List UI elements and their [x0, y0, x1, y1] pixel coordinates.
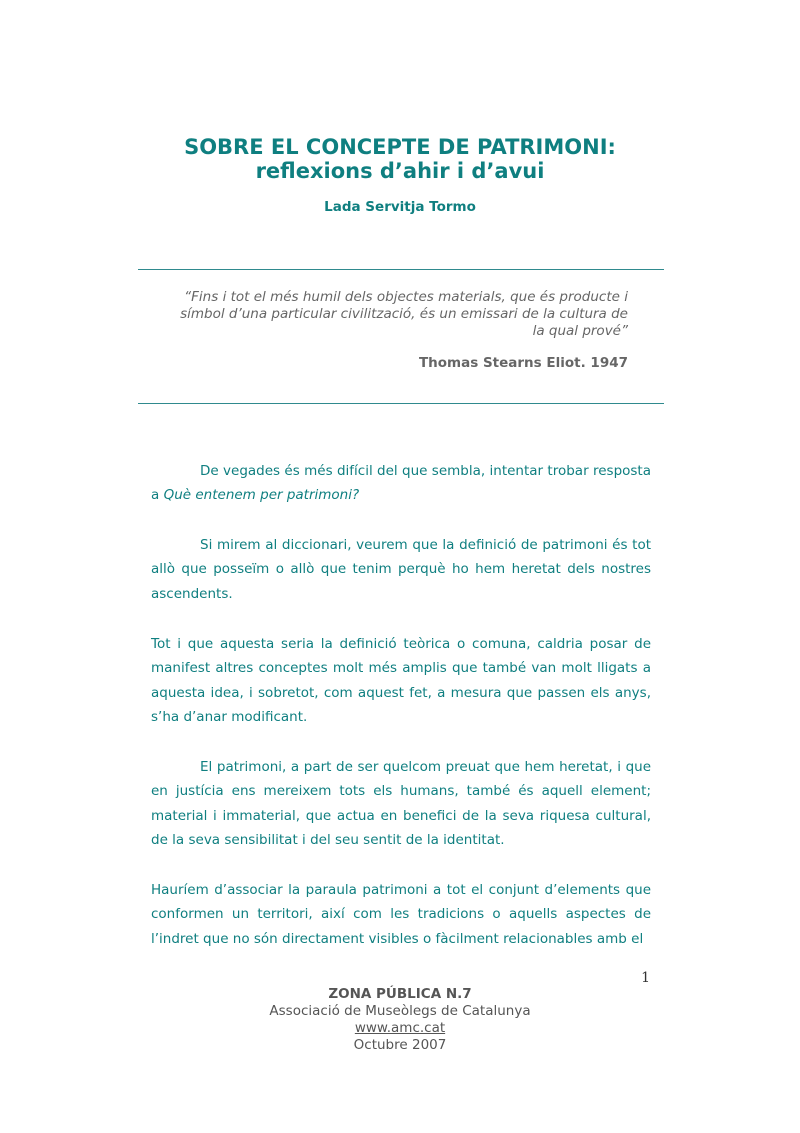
- epigraph-line-2: símbol d’una particular civilització, és un emissari de la cultura de: [180, 306, 628, 322]
- page-number: 1: [641, 970, 650, 986]
- bottom-divider: [138, 403, 664, 404]
- top-divider: [138, 269, 664, 270]
- paragraph-5: Hauríem d’associar la paraula patrimoni a tot el conjunt d’elements que conformen un territori, així com les tradicions o aquells aspectes de l’indret que no són directament visibles o fàcilment relacionables amb el: [151, 882, 651, 947]
- paragraph-1-question: Què entenem per patrimoni?: [163, 487, 360, 504]
- page-footer: [0, 986, 800, 1054]
- title-line-2: reflexions d’ahir i d’avui: [255, 159, 545, 183]
- author-name: Lada Servitja Tormo: [324, 199, 476, 215]
- epigraph-attribution: Thomas Stearns Eliot. 1947: [418, 355, 628, 371]
- epigraph-line-3: la qual prové”: [532, 323, 628, 339]
- epigraph-quote: [150, 289, 628, 340]
- title-line-1: SOBRE EL CONCEPTE DE PATRIMONI:: [184, 135, 616, 159]
- paragraph-3: Tot i que aquesta seria la definició teòrica o comuna, caldria posar de manifest altres conceptes molt més amplis que també van molt lligats a aquesta idea, i sobretot, com aquest fet, a mesura que passen els anys, s’ha d’anar modificant.: [151, 636, 651, 725]
- footer-organization: Associació de Museòlegs de Catalunya: [269, 1003, 531, 1019]
- paragraph-1-text: De vegades és més difícil del que sembla, intentar trobar resposta a: [151, 463, 651, 504]
- document-title: [0, 135, 800, 183]
- paragraph-1: [151, 459, 651, 508]
- epigraph-line-1: “Fins i tot el més humil dels objectes materials, que és producte i: [184, 289, 628, 305]
- footer-journal: ZONA PÚBLICA N.7: [328, 986, 472, 1002]
- footer-date: Octubre 2007: [353, 1037, 447, 1053]
- paragraph-2: Si mirem al diccionari, veurem que la definició de patrimoni és tot allò que posseïm o allò que tenim perquè ho hem heretat dels nostres ascendents.: [151, 537, 651, 602]
- paragraph-4: El patrimoni, a part de ser quelcom preuat que hem heretat, i que en justícia ens mereixem tots els humans, també és aquell element; material i immaterial, que actua en benefici de la seva riquesa cultural, de la seva sensibilitat i del seu sentit de la identitat.: [151, 759, 651, 848]
- footer-website-link[interactable]: www.amc.cat: [354, 1020, 446, 1036]
